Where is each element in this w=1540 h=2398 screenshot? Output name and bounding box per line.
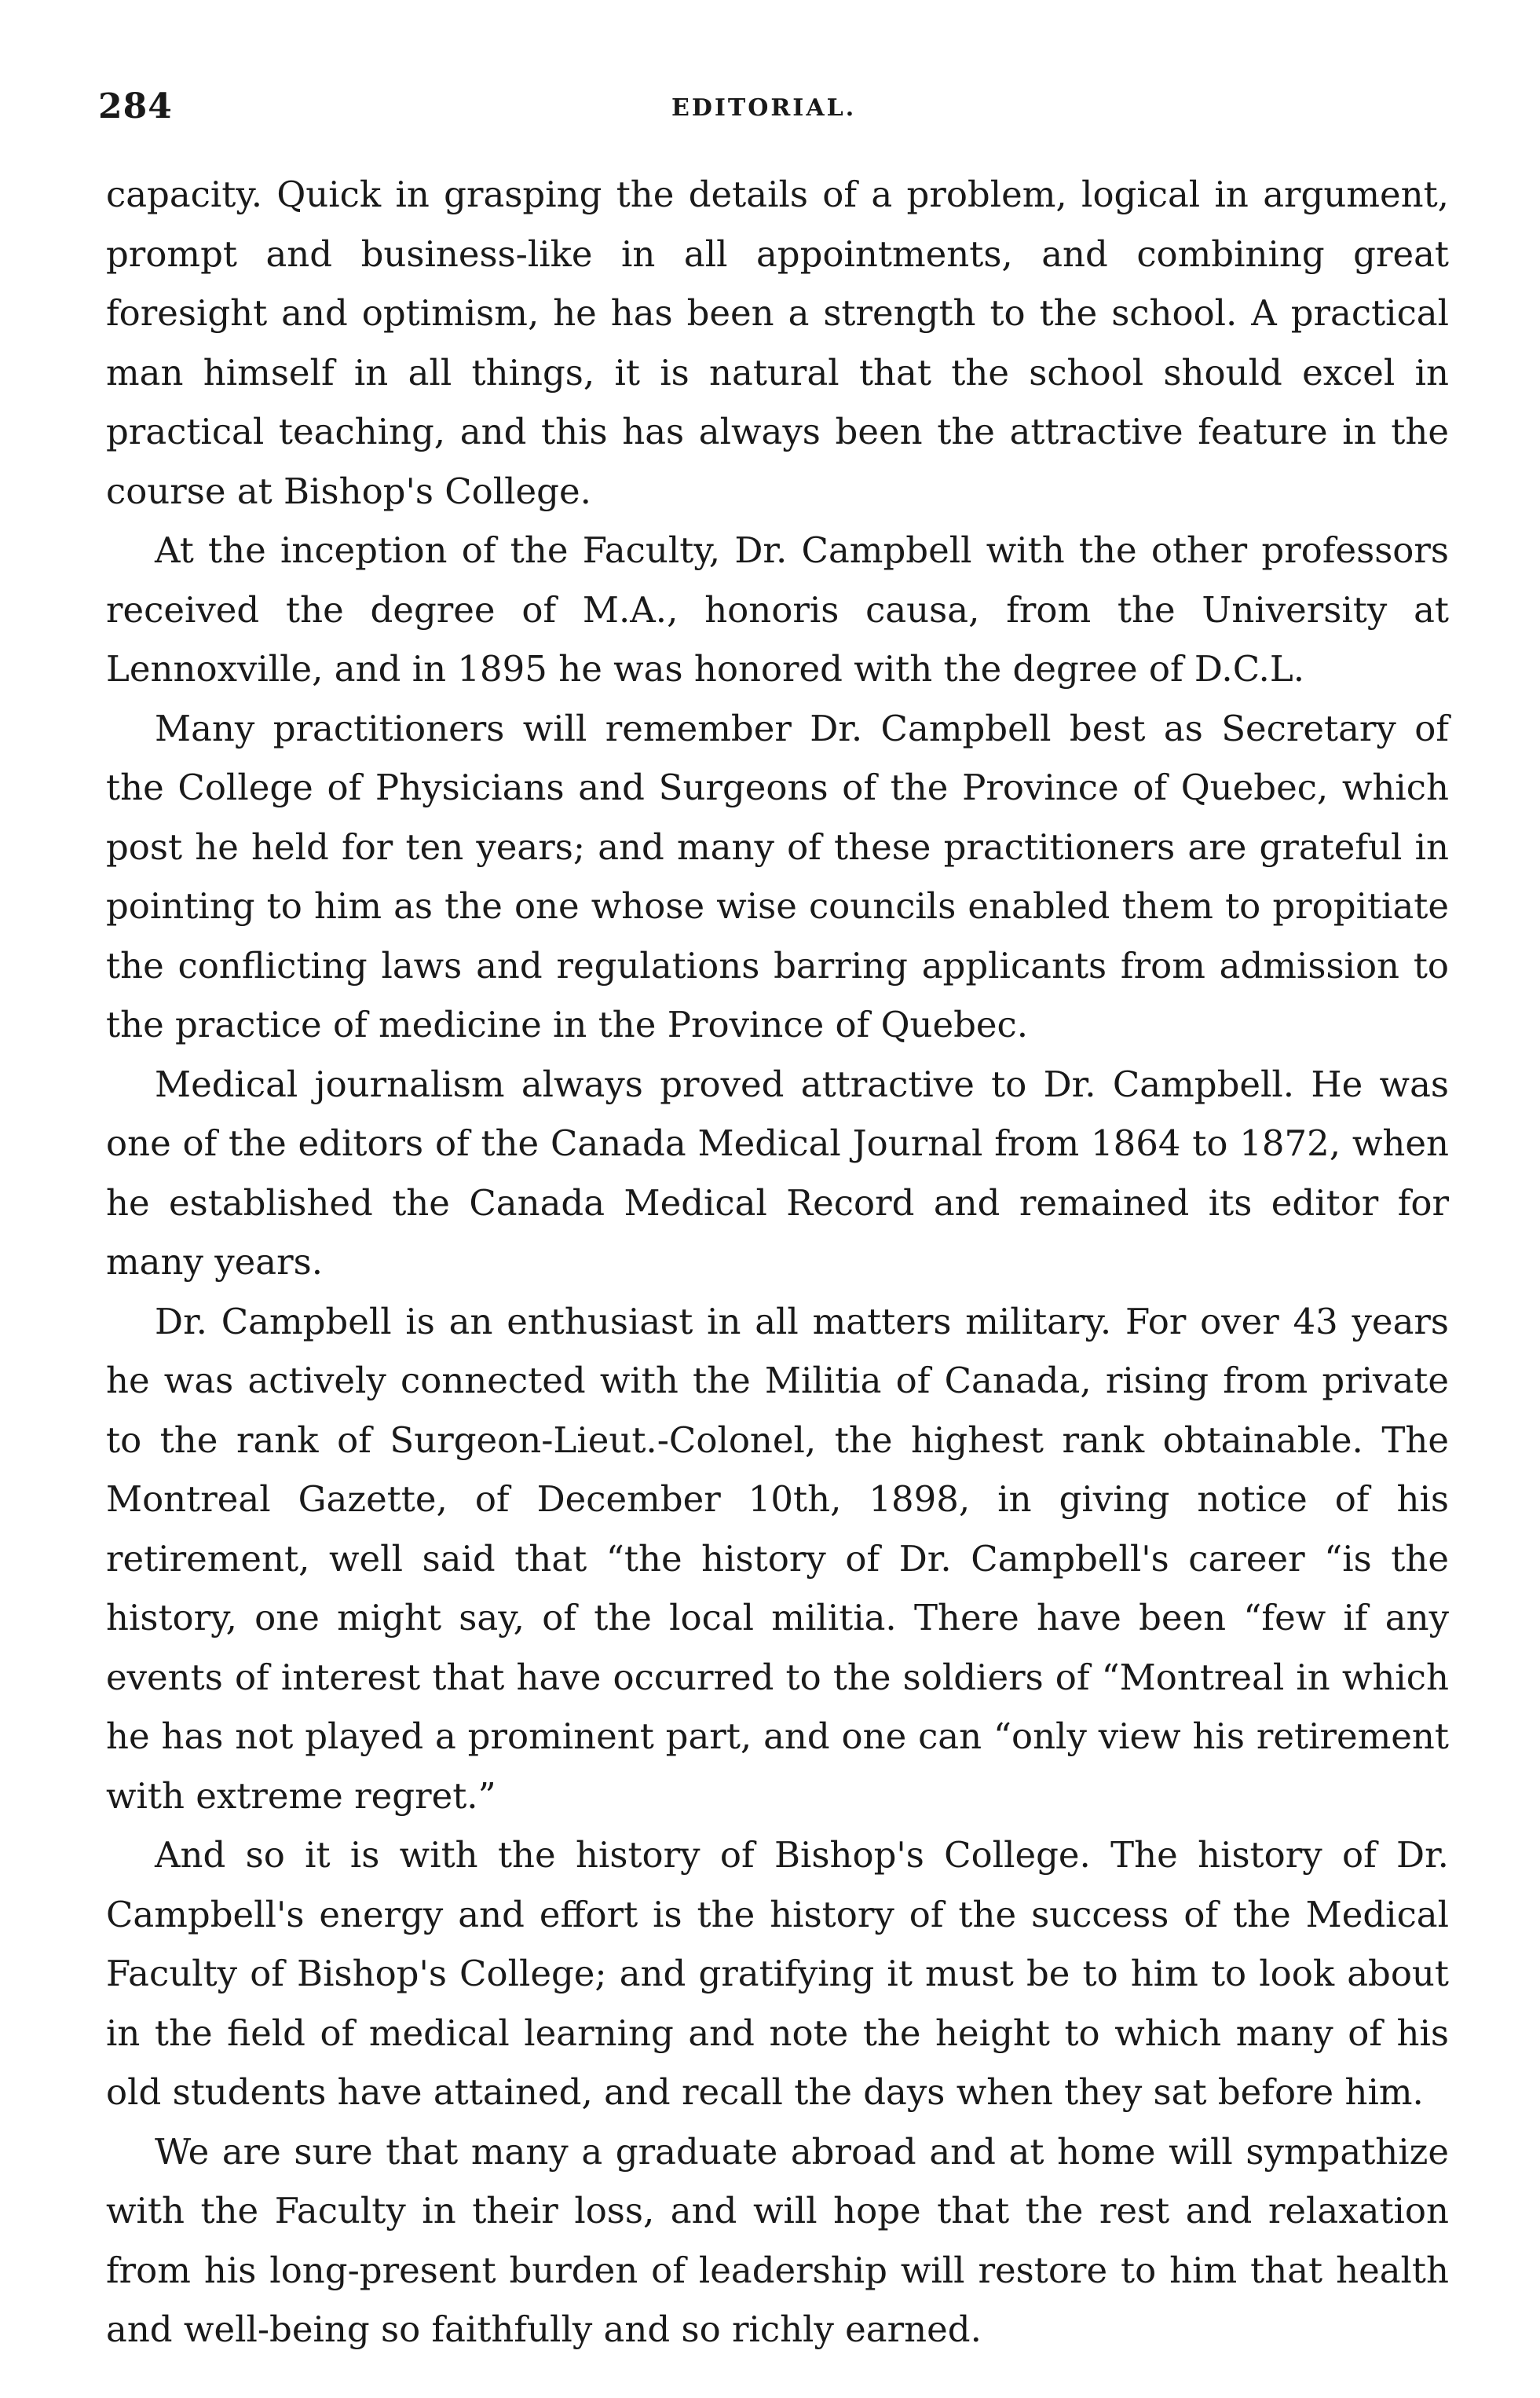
paragraph: Medical journalism always proved attractive to Dr. Campbell. He was one of the editors of the Canada Medical Journal from 1864 to 1872, when he established the Canada Medical Record and remained its editor for many years. <box>106 1063 1449 1283</box>
paragraph: We are sure that many a graduate abroad and at home will sympathize with the Faculty in their loss, and will hope that the rest and relaxation from his long-present burden of leadership will restore to him that health and well-being so faithfully and so richly earned. <box>106 2130 1449 2350</box>
paragraph: Many practitioners will remember Dr. Campbell best as Secretary of the College of Physicians and Surgeons of the Province of Quebec, which post he held for ten years; and many of these practitioners are grateful in pointing to him as the one whose wise councils enabled them to propitiate the conflicting laws and regulations barring applicants from admission to the practice of medicine in the Province of Quebec. <box>106 707 1449 1045</box>
paragraph: At the inception of the Faculty, Dr. Campbell with the other professors received the degree of M.A., honoris causa, from the University at Lennoxville, and in 1895 he was honored with the degree of D.C.L. <box>106 529 1449 690</box>
page-number: 284 <box>98 86 173 126</box>
page-header <box>98 86 1433 141</box>
paragraph-continued: capacity. Quick in grasping the details of a problem, logical in argument, prompt and business-like in all appointments, and combining great foresight and optimism, he has been a strength to the school. A practical man himself in all things, it is natural that the school should excel in practical teaching, and this has always been the attractive feature in the course at Bishop's College. <box>106 174 1449 512</box>
paragraph: Dr. Campbell is an enthusiast in all matters military. For over 43 years he was actively connected with the Militia of Canada, rising from private to the rank of Surgeon-Lieut.-Colonel, the highest rank obtainable. The Montreal Gazette, of December 10th, 1898, in giving notice of his retirement, well said that “the history of Dr. Campbell's career “is the history, one might say, of the local militia. There have been “few if any events of interest that have occurred to the soldiers of “Montreal in which he has not played a prominent part, and one can “only view his retirement with extreme regret.” <box>106 1300 1449 1817</box>
paragraph: And so it is with the history of Bishop's College. The history of Dr. Campbell's energy and effort is the history of the success of the Medical Faculty of Bishop's College; and gratifying it must be to him to look about in the field of medical learning and note the height to which many of his old students have attained, and recall the days when they sat before him. <box>106 1834 1449 2113</box>
running-head: EDITORIAL. <box>671 94 857 122</box>
body-text <box>106 165 1449 2360</box>
